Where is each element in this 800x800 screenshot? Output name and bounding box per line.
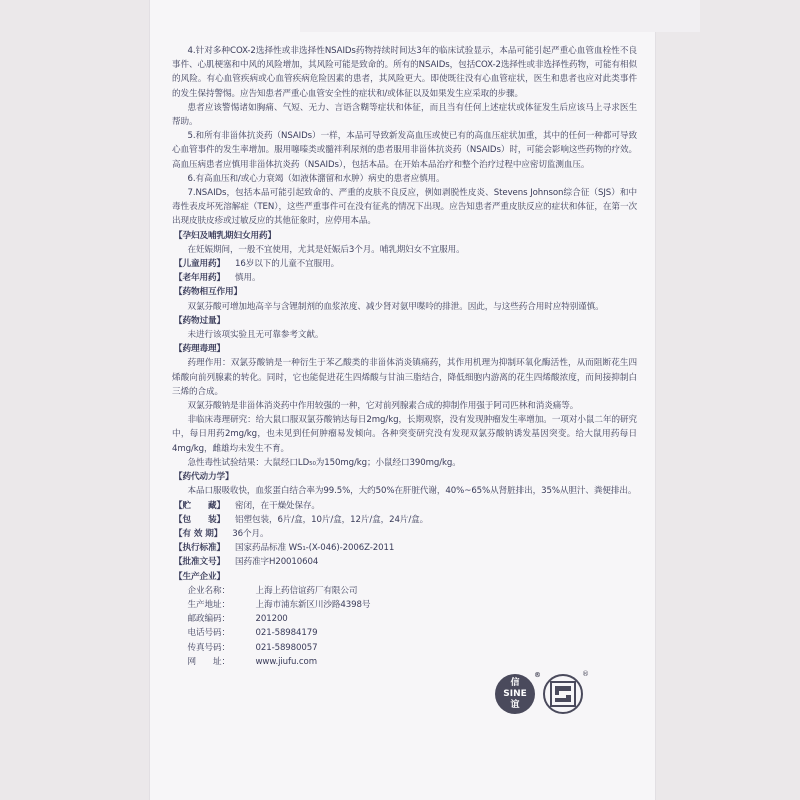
section-text: 国药准字H20010604 <box>234 557 319 568</box>
section-approval <box>172 555 637 569</box>
manufacturer-row <box>172 641 637 655</box>
sine-logo-bottom: 谊 <box>510 699 520 710</box>
pharmacology-paragraph: 急性毒性试验结果：大鼠经口LD₅₀为150mg/kg；小鼠经口390mg/kg。 <box>187 457 461 468</box>
section-text: 本品口服吸收快，血浆蛋白结合率为99.5%，大约50%在肝脏代谢，40%~65%从肾脏排出，35%从胆汁、粪便排出。 <box>187 486 637 497</box>
section-heading: 【 有 效 期 】 <box>172 528 224 541</box>
manufacturer-key: 企业名称： <box>187 585 230 596</box>
manufacturer-key: 传真号码： <box>187 642 230 653</box>
section-overdose <box>172 314 637 342</box>
manufacturer-key: 电话号码： <box>187 628 230 639</box>
section-validity <box>172 527 637 541</box>
manufacturer-row <box>172 626 637 640</box>
manufacturer-key: 生产地址： <box>187 599 230 610</box>
section-heading: 【 药物相互作用 】 <box>172 286 244 299</box>
section-heading: 【 执行标准 】 <box>172 542 227 555</box>
section-heading: 【 贮 藏 】 <box>172 500 227 513</box>
section-text: 双氯芬酸可增加地高辛与含锂制剂的血浆浓度、减少肾对氨甲喋呤的排泄。因此，与这些药合用时应特别谨慎。 <box>187 301 604 312</box>
section-text: 未进行该项实验且无可靠参考文献。 <box>187 330 324 341</box>
manufacturer-value: 上海市浦东新区川沙路4398号 <box>255 599 371 610</box>
section-heading: 【 老年用药 】 <box>172 272 227 285</box>
section-heading: 【 药理毒理 】 <box>172 343 227 356</box>
warning-paragraph-chest-pain: 患者应该警惕诸如胸痛、气短、无力、言语含糊等症状和体征，而且当有任何上述症状或体征发生后应该马上寻求医生帮助。 <box>172 102 637 128</box>
warning-paragraph-7: 7.NSAIDs，包括本品可能引起致命的、严重的皮肤不良反应，例如剥脱性皮炎、Stevens Johnson综合征（SJS）和中毒性表皮坏死溶解症（TEN），这些严重事件可在没有征兆的情况下出现。应告知患者严重皮肤反应的症状和体征，在第一次出现皮肤皮疹或过敏反应的其他征象时，应停用本品。 <box>172 188 637 227</box>
manufacturer-value: 201200 <box>255 614 288 625</box>
pharmacology-paragraph: 非临床毒理研究：给大鼠口服双氯芬酸钠达每日2mg/kg，长期观察，没有发现肿瘤发生率增加。一项对小鼠二年的研究中，每日用药2mg/kg，也未见到任何肿瘤易发倾向。各种突变研究没有发现双氯芬酸钠诱发基因突变。给大鼠用药每日4mg/kg，雌雄均未发生不育。 <box>172 415 637 454</box>
section-heading: 【 儿童用药 】 <box>172 258 227 271</box>
manufacturer-row <box>172 584 637 598</box>
warning-paragraph-6: 6.有高血压和/或心力衰竭（如液体潴留和水肿）病史的患者应慎用。 <box>187 173 445 184</box>
manufacturer-row <box>172 655 637 669</box>
section-text: 密闭，在干燥处保存。 <box>234 500 320 511</box>
pharmacology-paragraph: 药理作用：双氯芬酸钠是一种衍生于苯乙酸类的非甾体消炎镇痛药，其作用机理为抑制环氧化酶活性，从而阻断花生四烯酸向前列腺素的转化。同时，它也能促进花生四烯酸与甘油三脂结合，降低细胞内游离的花生四烯酸浓度，而间接抑制白三烯的合成。 <box>172 358 637 397</box>
section-text: 16岁以下的儿童不宜服用。 <box>234 259 340 270</box>
website-value: www.jiufu.com <box>255 656 317 667</box>
manufacturer-value: 021-58980057 <box>255 642 318 653</box>
section-storage <box>172 499 637 513</box>
manufacturer-key: 邮政编码： <box>187 614 230 625</box>
registered-mark: ® <box>582 670 589 678</box>
section-text: 36个月。 <box>232 528 269 539</box>
section-pharmacokinetics <box>172 470 637 498</box>
leaflet-content <box>172 44 637 669</box>
section-text: 国家药品标准 WS₁-(X-046)-2006Z-2011 <box>234 543 395 554</box>
section-heading: 【 包 装 】 <box>172 514 227 527</box>
section-manufacturer <box>172 570 637 669</box>
section-heading: 【 药代动力学 】 <box>172 471 235 484</box>
warning-paragraph-5: 5.和所有非甾体抗炎药（NSAIDs）一样，本品可导致新发高血压或使已有的高血压症状加重，其中的任何一种都可导致心血管事件的发生率增加。服用噻嗪类或髓袢利尿剂的患者服用非甾体抗炎药（NSAIDs）时，可能会影响这些药物的疗效。高血压病患者应慎用非甾体抗炎药（NSAIDs），包括本品。在开始本品治疗和整个治疗过程中应密切监测血压。 <box>172 131 637 170</box>
manufacturer-value: 021-58984179 <box>255 628 318 639</box>
section-text: 在妊娠期间，一般不宜使用，尤其是妊娠后3个月。哺乳期妇女不宜服用。 <box>187 244 465 255</box>
manufacturer-row <box>172 598 637 612</box>
section-pregnancy <box>172 229 637 257</box>
section-heading: 【 药物过量 】 <box>172 315 227 328</box>
section-standard <box>172 541 637 555</box>
section-heading: 【 批准文号 】 <box>172 556 227 569</box>
section-heading: 【 生产企业 】 <box>172 571 227 584</box>
sine-logo-top: 信 <box>510 677 520 688</box>
warning-paragraph-4: 4.针对多种COX-2选择性或非选择性NSAIDs药物持续时间达3年的临床试验显示，本品可能引起严重心血管血栓性不良事件、心肌梗塞和中风的风险增加，其风险可能是致命的。所有的NSAIDs，包括COX-2选择性或非选择性药物，可能有相似的风险。有心血管疾病或心血管疾病危险因素的患者，其风险更大。即使既往没有心血管症状，医生和患者也应对此类事件的发生保持警惕。应告知患者严重心血管安全性的症状和/或体征以及如果发生应采取的步骤。 <box>172 46 637 99</box>
registered-mark: ® <box>534 671 541 679</box>
seal-logo-icon <box>543 670 589 714</box>
section-text: 慎用。 <box>234 273 261 284</box>
brand-logos <box>495 670 589 718</box>
section-interactions <box>172 285 637 313</box>
sine-logo <box>495 671 541 714</box>
section-elderly <box>172 271 637 285</box>
section-text: 铝塑包装，6片/盒，10片/盒，12片/盒，24片/盒。 <box>234 514 429 525</box>
sine-logo-mid: SINE <box>503 688 527 699</box>
manufacturer-value: 上海上药信谊药厂有限公司 <box>255 585 358 596</box>
pharmacology-paragraph: 双氯芬酸钠是非甾体消炎药中作用较强的一种，它对前列腺素合成的抑制作用强于阿司匹林和消炎痛等。 <box>187 401 579 412</box>
section-children <box>172 257 637 271</box>
section-package <box>172 513 637 527</box>
section-heading: 【 孕妇及哺乳期妇女用药 】 <box>172 230 278 243</box>
manufacturer-key: 网 址： <box>187 656 230 667</box>
seal-pattern-icon <box>549 680 577 708</box>
section-pharmacology <box>172 342 637 470</box>
manufacturer-row <box>172 612 637 626</box>
